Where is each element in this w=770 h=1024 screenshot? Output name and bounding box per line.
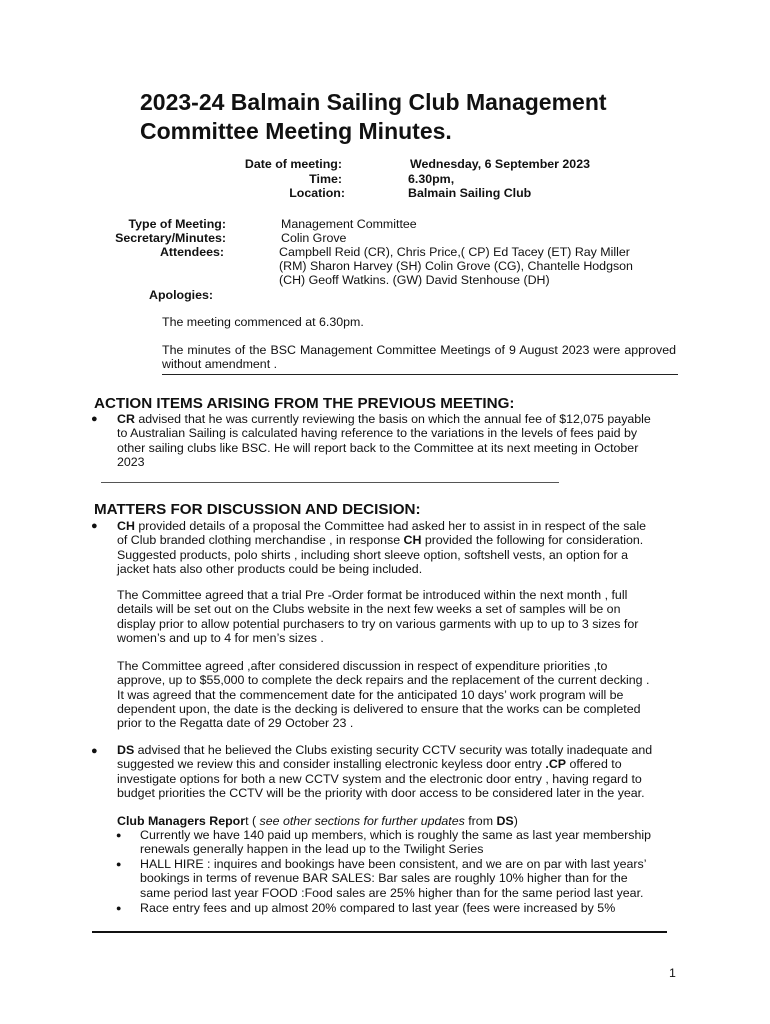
text-line: details will be set out on the Clubs website in the next few weeks a set of samples will be on [117, 602, 621, 617]
deck-repairs-paragraph [117, 659, 677, 730]
text-line: other sailing clubs like BSC. He will report back to the Committee at its next meeting in October [117, 440, 639, 455]
minutes-approved-text: The minutes of the BSC Management Committee Meetings of 9 August 2023 were approved without amendment . [162, 343, 676, 372]
date-label: Date of meeting: [244, 157, 342, 171]
text-line: The Committee agreed that a trial Pre -Order format be introduced within the next month , full [117, 588, 628, 602]
heading: t [245, 814, 249, 828]
text-line: approve, up to $55,000 to complete the deck repairs and the replacement of the current decking . [117, 673, 650, 688]
initials: CR [117, 412, 135, 426]
text-line: prior to the Regatta date of 29 October 23 . [117, 716, 354, 731]
bullet-icon: ● [116, 830, 122, 840]
secretary-label: Secretary/Minutes: [115, 231, 226, 245]
report-bullet-membership [140, 828, 680, 857]
text-line: women’s and up to 4 for men’s sizes . [117, 630, 324, 645]
text: from [464, 814, 497, 828]
apologies-label: Apologies: [149, 288, 214, 302]
text-line: bookings in terms of revenue BAR SALES: Bar sales are roughly 10% higher than for the [140, 871, 628, 886]
initials: .CP [545, 757, 567, 772]
initials: CH [117, 519, 135, 533]
page-title: 2023-24 Balmain Sailing Club Management Committee Meeting Minutes. [140, 89, 607, 144]
action-item-cr [117, 412, 677, 469]
club-managers-report-heading [117, 814, 518, 828]
divider [92, 931, 667, 933]
text-line: 2023 [117, 454, 145, 469]
initials: DS [117, 743, 135, 757]
commenced-text: The meeting commenced at 6.30pm. [162, 315, 364, 329]
text: of Club branded clothing merchandise , in response [117, 533, 404, 548]
matter-ch [117, 519, 677, 576]
text-line: Race entry fees and up almost 20% compared to last year (fees were increased by 5% [140, 901, 616, 915]
initials: CH [403, 533, 422, 548]
bullet-icon: ● [91, 745, 98, 757]
text-line: investigate options for both a new CCTV system and the electronic door entry , having regard to [117, 771, 642, 786]
page-number: 1 [669, 966, 676, 980]
location-label: Location: [289, 186, 345, 200]
time-value: 6.30pm, [408, 172, 455, 186]
text: advised that he was currently reviewing the basis on which the annual fee of $12,075 payable [134, 412, 651, 426]
time-label: Time: [309, 172, 342, 186]
heading: Club Managers Repor [117, 814, 246, 828]
bullet-icon: ● [116, 859, 122, 869]
divider [162, 374, 678, 375]
attendees-line: (RM) Sharon Harvey (SH) Colin Grove (CG), Chantelle Hodgson [279, 259, 633, 273]
bullet-icon: ● [91, 413, 98, 425]
section-heading-matters: MATTERS FOR DISCUSSION AND DECISION: [94, 501, 421, 518]
text: suggested we review this and consider installing electronic keyless door entry [117, 757, 546, 772]
text: ( [248, 814, 260, 828]
text: advised that he believed the Clubs existing security CCTV security was totally inadequate and [134, 743, 653, 757]
text-line: HALL HIRE : inquires and bookings have been consistent, and we are on par with last years’ [140, 857, 647, 871]
text: provided details of a proposal the Committee had asked her to assist in in respect of the sale [134, 519, 646, 533]
secretary-value: Colin Grove [281, 231, 347, 245]
note: see other sections for further updates [259, 814, 465, 828]
attendees-label: Attendees: [159, 245, 224, 259]
text-line: jacket hats also other products could be being included. [117, 561, 423, 576]
date-value: Wednesday, 6 September 2023 [410, 157, 590, 171]
text: ) [513, 814, 518, 828]
bullet-icon: ● [116, 903, 122, 913]
bullet-icon: ● [91, 520, 98, 532]
divider [101, 482, 559, 483]
text-line: renewals generally happen in the lead up to the Twilight Series [140, 842, 484, 857]
text: offered to [566, 757, 622, 772]
attendees-line: (CH) Geoff Watkins. (GW) David Stenhouse (DH) [279, 273, 550, 287]
initials: DS [496, 814, 514, 828]
section-heading-action-items: ACTION ITEMS ARISING FROM THE PREVIOUS MEETING: [94, 395, 515, 412]
text-line: Suggested products, polo shirts , including short sleeve option, softshell vests, an option for a [117, 547, 629, 562]
text: provided the following for consideration. [421, 533, 644, 548]
location-value: Balmain Sailing Club [408, 186, 532, 200]
text-line: same period last year FOOD :Food sales are 25% higher than for the same period last year. [140, 885, 644, 900]
text-line: Currently we have 140 paid up members, which is roughly the same as last year membership [140, 828, 652, 842]
type-value: Management Committee [281, 217, 417, 231]
trial-preorder-paragraph [117, 588, 677, 645]
text-line: It was agreed that the commencement date for the anticipated 10 days’ work program will be [117, 687, 624, 702]
report-bullet-race-entry [140, 901, 680, 915]
report-bullet-hall-hire [140, 857, 680, 900]
text-line: display prior to allow potential purchasers to try on various garments with up to up to 3 sizes for [117, 616, 639, 631]
type-label: Type of Meeting: [128, 217, 226, 231]
text-line: dependent upon, the date is the decking is delivered to ensure that the works can be completed [117, 701, 641, 716]
text-line: The Committee agreed ,after considered discussion in respect of expenditure priorities ,to [117, 659, 608, 673]
text-line: to Australian Sailing is calculated having reference to the variations in the levels of fees paid by [117, 426, 638, 441]
attendees-line: Campbell Reid (CR), Chris Price,( CP) Ed Tacey (ET) Ray Miller [279, 245, 630, 259]
matter-ds [117, 743, 677, 800]
text-line: budget priorities the CCTV will be the priority with door access to be considered later in the year. [117, 785, 645, 800]
